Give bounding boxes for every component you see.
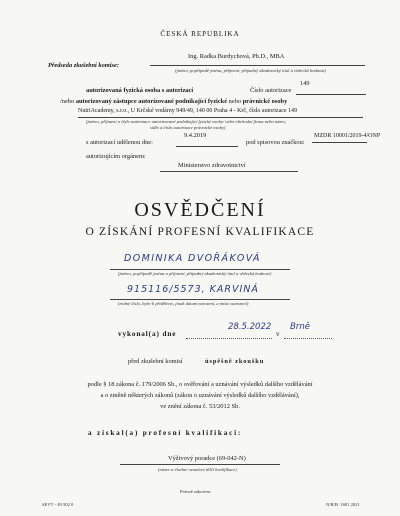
alt-representative: autorizovaný zástupce autorizované podnikající fyzické: [75, 98, 228, 105]
law-line-1: podle § 18 zákona č. 179/2006 Sb., o ověřování a uznávání výsledků dalšího vzdělávání: [87, 381, 313, 388]
organization-underline: [78, 117, 363, 118]
footer-catalog: N/R/B. 1681 2021: [326, 502, 360, 507]
qualification-underline: [120, 464, 280, 465]
holder-name: DOMINIKA DVOŘÁKOVÁ: [124, 253, 261, 264]
exam-in-label: v: [276, 330, 280, 338]
chair-label: Předseda zkušební komise:: [48, 62, 120, 69]
footer-protection: Právně zakotven: [180, 489, 211, 494]
country-header: ČESKÁ REPUBLIKA: [160, 30, 240, 38]
exam-place: Brně: [290, 322, 310, 332]
law-line-2: a o změně některých zákonů (zákon o uznávání výsledků dalšího vzdělávání),: [100, 392, 300, 399]
organization-line: NutriAcademy, s.r.o., U Krčské vodárny 949/49, 140 00 Praha 4 - Krč, číslo autorizace 149: [78, 108, 298, 114]
granted-date: 9.4.2019: [184, 132, 207, 139]
exam-date-dots: [186, 338, 272, 339]
authorized-person-label: autorizovaná fyzická osoba s autorizací: [86, 87, 194, 94]
authority-underline: [160, 171, 298, 172]
exam-before-label: před zkušební komisí: [128, 358, 183, 365]
holder-id-note: (rodné číslo, bylo-li přiděleno, jinak datum narození, a místo narození): [118, 301, 249, 306]
file-mark-underline: [312, 142, 367, 143]
authorization-number-1: 149: [300, 80, 310, 87]
exam-success: úspěšně zkoušku: [205, 358, 265, 365]
authorization-number-underline: [296, 94, 366, 95]
chair-underline: [150, 65, 365, 66]
chair-note: (jméno, popřípadě jména, příjmení, případný akademický titul a vědecká hodnost): [175, 68, 327, 73]
org-note-2: sídlo a číslo autorizace právnické osoby): [150, 125, 226, 130]
granted-date-underline: [176, 146, 238, 147]
certificate-subtitle: O ZÍSKÁNÍ PROFESNÍ KVALIFIKACE: [85, 226, 315, 238]
qualification-obtained-label: a získal(a) profesní kvalifikaci:: [88, 429, 243, 437]
qualification-name: Výživový poradce (69-042-N): [168, 455, 246, 462]
authorization-number-label: Číslo autorizace: [250, 87, 292, 94]
certificate-title: OSVĚDČENÍ: [134, 199, 266, 221]
holder-id-underline: [110, 299, 290, 300]
authority-label: autorizujícím orgánem:: [86, 153, 146, 160]
file-mark-label: pod spisovou značkou:: [246, 139, 305, 146]
alt-legal: právnické osoby: [242, 98, 288, 105]
footer-print-number: SEVT - 49 502 0: [42, 502, 74, 507]
alt-or: nebo: [228, 98, 242, 105]
holder-name-note: (jméno, popřípadě jména a příjmení, případný akademický titul a vědecká hodnost): [118, 271, 272, 276]
law-line-3: ve znění zákona č. 53/2012 Sb.: [160, 403, 240, 410]
granted-label: s autorizací udělenou dne:: [86, 139, 153, 146]
file-mark: MZDR 10001/2019-4/ONP: [314, 133, 381, 139]
alt-prefix: /nebo: [60, 98, 75, 105]
authority-name: Ministerstvo zdravotnictví: [178, 162, 246, 169]
exam-date: 28.5.2022: [228, 322, 272, 332]
org-note-1: (jméno, příjmení a číslo autorizace autorizované podnikající fyzické osoby/ nebo obchodní firma nebo název,: [86, 119, 287, 124]
exam-place-dots: [284, 338, 332, 339]
holder-id-place: 915116/5573, KARVINÁ: [127, 284, 259, 295]
exam-done-label: vykonal(a) dne: [118, 330, 177, 338]
qualification-note: (název a číselné označení dílčí kvalifikace): [158, 467, 237, 472]
chair-name: Ing. Radka Burdychová, Ph.D., MBA: [188, 53, 285, 60]
holder-name-underline: [110, 269, 290, 270]
alt-label-line: [60, 98, 287, 105]
